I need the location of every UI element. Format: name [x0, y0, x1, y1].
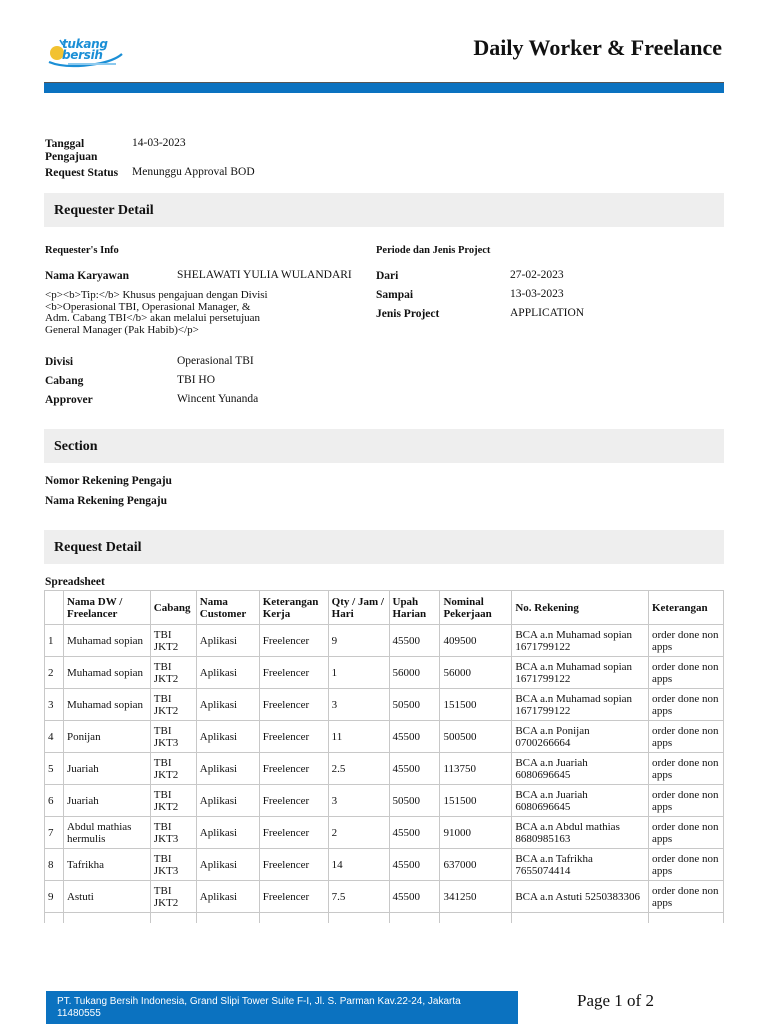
table-cell: TBI JKT2 — [150, 753, 196, 785]
header-divider-bar — [44, 82, 724, 93]
requesters-info-heading: Requester's Info — [45, 245, 119, 256]
table-row — [45, 785, 724, 817]
table-row — [45, 881, 724, 913]
table-cell: 91000 — [440, 817, 512, 849]
table-cell: 2 — [45, 657, 64, 689]
table-row — [45, 625, 724, 657]
nomor-rekening-label: Nomor Rekening Pengaju — [45, 475, 172, 487]
footer-address-bar — [46, 991, 518, 1024]
table-cell: Freelencer — [259, 785, 328, 817]
table-cell: 3 — [328, 689, 389, 721]
table-cell: 6 — [45, 785, 64, 817]
table-cell: 9 — [45, 881, 64, 913]
table-cell: 2 — [328, 817, 389, 849]
table-row — [45, 817, 724, 849]
request-detail-section-bar — [44, 530, 724, 564]
table-cell: BCA a.n Abdul mathias 8680985163 — [512, 817, 649, 849]
table-cell: Aplikasi — [196, 657, 259, 689]
table-cell: BCA a.n Juariah 6080696645 — [512, 785, 649, 817]
col-header: Keterangan — [648, 591, 723, 625]
table-cell: Aplikasi — [196, 721, 259, 753]
approver-label: Approver — [45, 394, 93, 406]
table-cell: 341250 — [440, 881, 512, 913]
table-cell: Freelencer — [259, 881, 328, 913]
nama-karyawan-value: SHELAWATI YULIA WULANDARI — [177, 269, 352, 281]
table-cell: Aplikasi — [196, 689, 259, 721]
request-detail-title: Request Detail — [54, 540, 142, 555]
sampai-value: 13-03-2023 — [510, 288, 564, 300]
section-section-bar — [44, 429, 724, 463]
table-row — [45, 657, 724, 689]
table-cell: TBI JKT2 — [150, 881, 196, 913]
spreadsheet-table — [44, 590, 724, 923]
logo-tagline — [68, 63, 116, 65]
table-cell — [150, 913, 196, 923]
nama-karyawan-label: Nama Karyawan — [45, 270, 130, 282]
table-cell: order done non apps — [648, 817, 723, 849]
table-cell: 2.5 — [328, 753, 389, 785]
approver-value: Wincent Yunanda — [177, 393, 259, 405]
table-cell: 1 — [45, 625, 64, 657]
section-title: Section — [54, 439, 98, 454]
table-cell: Muhamad sopian — [63, 625, 150, 657]
table-cell: TBI JKT2 — [150, 657, 196, 689]
jenis-project-value: APPLICATION — [510, 307, 585, 319]
col-header: Keterangan Kerja — [259, 591, 328, 625]
table-cell — [440, 913, 512, 923]
table-cell: 8 — [45, 849, 64, 881]
table-cell: 7 — [45, 817, 64, 849]
nama-rekening-label: Nama Rekening Pengaju — [45, 495, 168, 507]
status-label: Request Status — [45, 167, 119, 179]
table-cell: order done non apps — [648, 881, 723, 913]
table-cell: Juariah — [63, 785, 150, 817]
table-row — [45, 849, 724, 881]
table-row — [45, 721, 724, 753]
table-cell: Aplikasi — [196, 625, 259, 657]
table-cell: 113750 — [440, 753, 512, 785]
col-header: Nominal Pekerjaan — [440, 591, 512, 625]
table-cell: TBI JKT2 — [150, 689, 196, 721]
table-cell: 45500 — [389, 817, 440, 849]
table-cell: Freelencer — [259, 625, 328, 657]
table-cell: Freelencer — [259, 753, 328, 785]
table-cell: order done non apps — [648, 849, 723, 881]
table-cell: 409500 — [440, 625, 512, 657]
requester-detail-title: Requester Detail — [54, 203, 154, 218]
table-cell: 50500 — [389, 689, 440, 721]
table-cell — [196, 913, 259, 923]
table-cell — [389, 913, 440, 923]
table-cell: Muhamad sopian — [63, 689, 150, 721]
table-cell: BCA a.n Juariah 6080696645 — [512, 753, 649, 785]
table-cell: Juariah — [63, 753, 150, 785]
table-cell: 151500 — [440, 785, 512, 817]
spreadsheet-label: Spreadsheet — [45, 576, 105, 588]
table-cell: order done non apps — [648, 721, 723, 753]
page-number: Page 1 of 2 — [577, 991, 654, 1010]
table-cell: 45500 — [389, 625, 440, 657]
table-cell: Ponijan — [63, 721, 150, 753]
table-cell: BCA a.n Tafrikha 7655074414 — [512, 849, 649, 881]
table-cell: order done non apps — [648, 625, 723, 657]
table-cell: Muhamad sopian — [63, 657, 150, 689]
table-cell: Aplikasi — [196, 849, 259, 881]
table-cell: 3 — [45, 689, 64, 721]
table-cell: Aplikasi — [196, 817, 259, 849]
table-cell: BCA a.n Astuti 5250383306 — [512, 881, 649, 913]
tip-text: <p><b>Tip:</b> Khusus pengajuan dengan Divisi <b>Operasional TBI, Operasional Manager, & Adm. Cabang TBI</b> akan melalui persetujuan General Manager (Pak Habib)</p> — [45, 289, 268, 336]
divisi-value: Operasional TBI — [177, 355, 254, 367]
dari-label: Dari — [376, 270, 399, 282]
table-cell: BCA a.n Muhamad sopian 1671799122 — [512, 689, 649, 721]
table-cell: order done non apps — [648, 753, 723, 785]
tanggal-label: Tanggal Pengajuan — [45, 138, 98, 163]
table-row — [45, 689, 724, 721]
col-header — [45, 591, 64, 625]
table-cell: 7.5 — [328, 881, 389, 913]
table-header-row — [45, 591, 724, 625]
table-cell: order done non apps — [648, 657, 723, 689]
company-logo — [46, 36, 124, 72]
table-cell: Aplikasi — [196, 785, 259, 817]
col-header: Nama DW / Freelancer — [63, 591, 150, 625]
logo-text: tukang bersih — [62, 37, 108, 62]
table-cell: Tafrikha — [63, 849, 150, 881]
table-cell: Freelencer — [259, 689, 328, 721]
table-cell: BCA a.n Muhamad sopian 1671799122 — [512, 625, 649, 657]
table-cell: 45500 — [389, 721, 440, 753]
periode-heading: Periode dan Jenis Project — [376, 245, 491, 256]
col-header: Nama Customer — [196, 591, 259, 625]
table-cell: Freelencer — [259, 657, 328, 689]
cabang-label: Cabang — [45, 375, 84, 387]
table-cell: 500500 — [440, 721, 512, 753]
table-cell: TBI JKT2 — [150, 625, 196, 657]
sampai-label: Sampai — [376, 289, 414, 301]
table-cell: Aplikasi — [196, 753, 259, 785]
table-cell: 11 — [328, 721, 389, 753]
table-cell: 9 — [328, 625, 389, 657]
table-cell: Astuti — [63, 881, 150, 913]
table-cell: TBI JKT3 — [150, 817, 196, 849]
table-cell: 3 — [328, 785, 389, 817]
table-cell: Abdul mathias hermulis — [63, 817, 150, 849]
requester-detail-section-bar — [44, 193, 724, 227]
table-cell: 14 — [328, 849, 389, 881]
table-cell: BCA a.n Ponijan 0700266664 — [512, 721, 649, 753]
table-cell: 151500 — [440, 689, 512, 721]
document-title: Daily Worker & Freelance — [473, 35, 722, 60]
table-cell — [259, 913, 328, 923]
table-cell: 5 — [45, 753, 64, 785]
table-cell: TBI JKT3 — [150, 721, 196, 753]
table-cell — [63, 913, 150, 923]
table-cell: Freelencer — [259, 849, 328, 881]
table-cell: 45500 — [389, 753, 440, 785]
table-cell: TBI JKT2 — [150, 785, 196, 817]
table-cell — [45, 913, 64, 923]
jenis-project-label: Jenis Project — [376, 308, 440, 320]
table-cell — [648, 913, 723, 923]
table-cell: Freelencer — [259, 721, 328, 753]
col-header: Upah Harian — [389, 591, 440, 625]
table-cell: Freelencer — [259, 817, 328, 849]
dari-value: 27-02-2023 — [510, 269, 564, 281]
col-header: Cabang — [150, 591, 196, 625]
status-value: Menunggu Approval BOD — [132, 166, 255, 178]
table-cell — [328, 913, 389, 923]
table-cell: TBI JKT3 — [150, 849, 196, 881]
table-row — [45, 753, 724, 785]
table-cell: order done non apps — [648, 689, 723, 721]
col-header: No. Rekening — [512, 591, 649, 625]
table-cell: 4 — [45, 721, 64, 753]
table-cell: order done non apps — [648, 785, 723, 817]
table-cell: 637000 — [440, 849, 512, 881]
divisi-label: Divisi — [45, 356, 74, 368]
tanggal-value: 14-03-2023 — [132, 137, 186, 149]
col-header: Qty / Jam / Hari — [328, 591, 389, 625]
table-cell: 45500 — [389, 849, 440, 881]
table-cell: BCA a.n Muhamad sopian 1671799122 — [512, 657, 649, 689]
table-cell: 56000 — [440, 657, 512, 689]
table-cell: 45500 — [389, 881, 440, 913]
table-cell: 1 — [328, 657, 389, 689]
table-cell: 56000 — [389, 657, 440, 689]
cabang-value: TBI HO — [177, 374, 216, 386]
table-cell — [512, 913, 649, 923]
table-row-continued — [45, 913, 724, 923]
table-cell: Aplikasi — [196, 881, 259, 913]
table-cell: 50500 — [389, 785, 440, 817]
footer-address: PT. Tukang Bersih Indonesia, Grand Slipi Tower Suite F-I, Jl. S. Parman Kav.22-24, Jakarta 11480555 — [57, 996, 461, 1019]
